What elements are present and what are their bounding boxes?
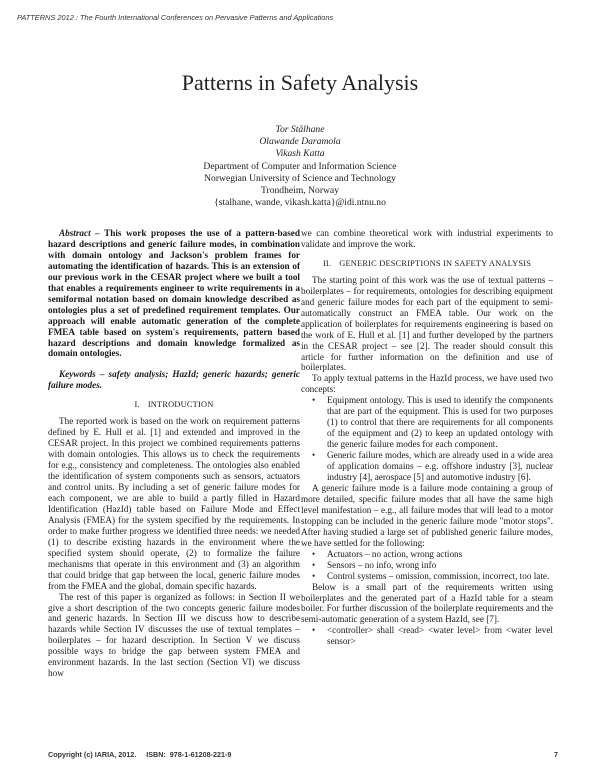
affiliation-line: Norwegian University of Science and Technology (204, 172, 396, 184)
right-column (301, 228, 553, 647)
page-number: 7 (554, 750, 558, 759)
list-item-text: Generic failure modes, which are already used in a wide area of application domains – e.g. offshore industry [3], nuclear industry [4], aerospace [5] and automotive industry [6]. (327, 450, 553, 483)
paper-title: Patterns in Safety Analysis (181, 70, 419, 95)
abstract-text: This work proposes the use of a pattern-based hazard descriptions and generic failure modes, in combination with domain ontology and Jackson's problem frames for automating the identification of hazards. This is an extension of our previous work in the CESAR project where we built a tool that enables a requirements engineer to write requirements in a semiformal notation based on domain knowledge described as ontologies plus a set of predefined requirement templates. Our approach will enable automatic generation of the complete FMEA table based on system's requirements, pattern based hazard descriptions and domain knowledge formalized as domain ontologies. (48, 228, 300, 359)
author-name: Olawande Daramola (259, 136, 341, 148)
list-item (312, 625, 553, 647)
body-paragraph: A generic failure mode is a failure mode containing a group of more detailed, specific failure modes that all have the same high level manifestation – e.g., all failure modes that will lead to a motor stopping can be included in the generic failure mode "motor stops". After having studied a large set of published generic failure modes, we have settled for the following: (301, 482, 553, 548)
author-name: Tor Stålhane (275, 124, 325, 135)
list-item-text: Actuators – no action, wrong actions (327, 548, 463, 559)
section-title: INTRODUCTION (147, 400, 214, 410)
section-number: II. (322, 258, 332, 268)
abstract (48, 228, 300, 359)
list-item (312, 570, 553, 582)
body-paragraph: Below is a small part of the requirements written using boilerplates and the generated part of a HazId table for a steam boiler. For further discussion of the boilerplate requirements and the semi-automatic generation of a system HazId, see [7]. (301, 581, 553, 625)
bullet-list-requirements (301, 625, 553, 647)
list-item (312, 450, 553, 483)
bullet-icon: • (312, 570, 316, 581)
list-item (312, 559, 553, 571)
list-item-text: Sensors – no info, wrong info (327, 559, 437, 570)
section-title: GENERIC DESCRIPTIONS IN SAFETY ANALYSIS (339, 258, 532, 268)
list-item-text: Control systems – omission, commission, incorrect, too late. (327, 570, 550, 581)
bullet-list-concepts (301, 395, 553, 483)
body-paragraph: The reported work is based on the work on requirement patterns defined by E. Hull et al. [1] and extended and improved in the CESAR project. In this project we combined requirements patterns with domain ontologies. This allows us to check the requirements for e.g., consistency and completeness. The ontologies also enabled the identification of system components such as sensors, actuators and control units. By including a set of generic failure modes for each component, we are able to build a partly filled in Hazard Identification (HazId) table based on Failure Mode and Effect Analysis (FMEA) for the system specified by the requirements. In order to make further progress we identified three needs: we needed (1) to describe existing hazards in the environment where the specified system should operate, (2) to formalize the failure mechanisms that operate in this environment and (3) an algorithm that could bridge that gap between the local, generic failure modes from the FMEA and the global, domain specific hazards. (48, 416, 300, 591)
section-number: I. (134, 400, 140, 410)
keywords: Keywords – safety analysis; HazId; generic hazards; generic failure modes. (48, 369, 300, 391)
affiliation-line: Trondheim, Norway (261, 185, 339, 197)
bullet-icon: • (312, 559, 316, 570)
list-item-text: Equipment ontology. This is used to identify the components that are part of the equipment. This is used for two purposes (1) to control that there are requirements for all components of the equipment and (2) to keep an updated ontology with the generic failure modes for each component. (327, 395, 553, 450)
body-paragraph: To apply textual patterns in the HazId process, we have used two concepts: (301, 373, 553, 395)
copyright-isbn: Copyright (c) IARIA, 2012. ISBN: 978-1-61208-221-9 (48, 750, 232, 759)
affiliation-line: Department of Computer and Information Science (203, 160, 397, 172)
list-item (312, 548, 553, 560)
page-footer (48, 750, 558, 759)
bullet-icon: • (312, 395, 316, 406)
bullet-icon: • (312, 548, 316, 559)
author-name: Vikash Katta (275, 148, 325, 160)
author-emails: {stalhane, wande, vikash.katta}@idi.ntnu.no (214, 197, 386, 209)
bullet-icon: • (312, 625, 316, 636)
bullet-icon: • (312, 450, 316, 461)
list-item-text: <controller> shall <read> <water level> from <water level sensor> (327, 625, 553, 647)
left-column (48, 228, 300, 679)
section-heading-generic-descriptions (301, 259, 553, 270)
author-block (0, 124, 600, 209)
body-paragraph-continuation: we can combine theoretical work with industrial experiments to validate and improve the work. (301, 228, 553, 249)
body-paragraph: The starting point of this work was the use of textual patterns – boilerplates – for requirements, ontologies for describing equipment and generic failure modes for each part of the equipment to semi-automatically construct an FMEA table. Our work on the application of boilerplates for requirements engineering is based on the work of E. Hull et al. [1] and further developed by the partners in the CESAR project – see [2]. The reader should consult this article for further information on the definition and use of boilerplates. (301, 274, 553, 373)
list-item (312, 395, 553, 450)
abstract-label: Abstract – (59, 228, 100, 238)
running-head: PATTERNS 2012 : The Fourth International Conferences on Pervasive Patterns and Applications (17, 13, 334, 22)
bullet-list-failure-modes (301, 549, 553, 582)
body-paragraph: The rest of this paper is organized as follows: in Section II we give a short description of the two concepts generic failure modes and generic hazards. In Section III we discuss how to describe hazards while Section IV discusses the use of textual templates – boilerplates – for hazard description. In Section V we discuss possible ways to bridge the gap between system FMEA and environment hazards. In the last section (Section VI) we discuss how (48, 591, 300, 679)
section-heading-introduction (48, 400, 300, 411)
